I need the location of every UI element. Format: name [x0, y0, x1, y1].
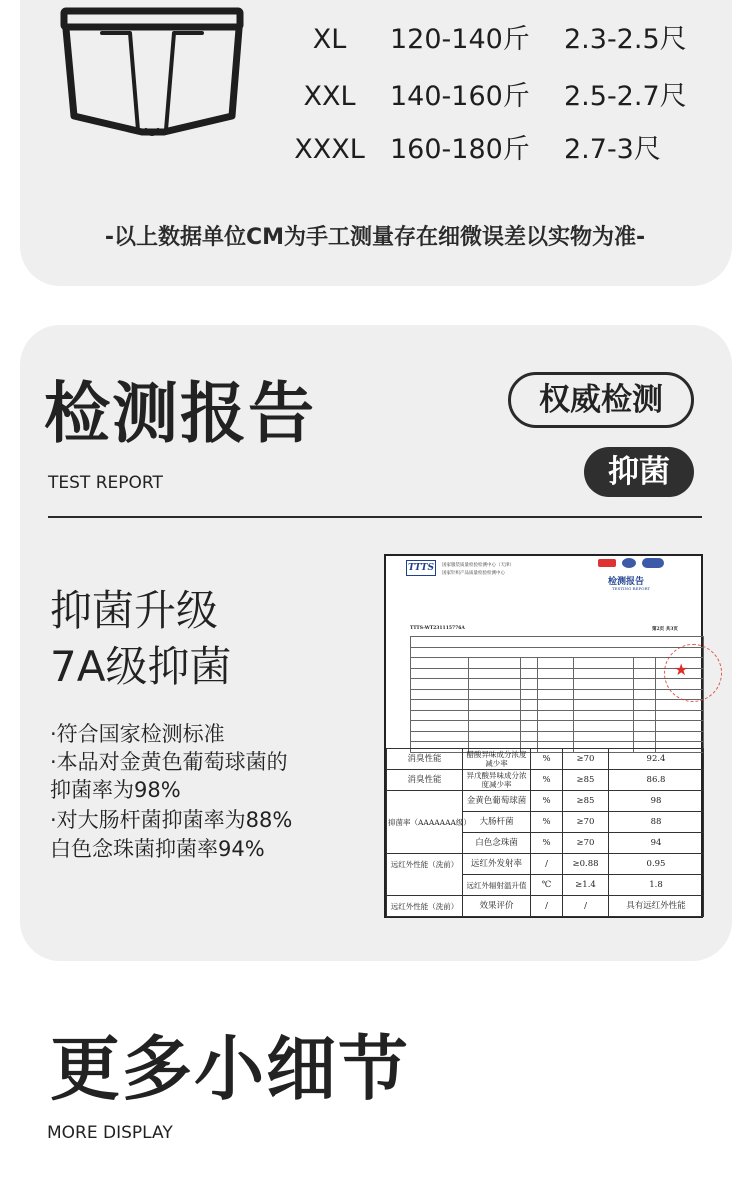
unit: /	[531, 896, 563, 917]
table-row	[387, 770, 704, 791]
unit: /	[531, 854, 563, 875]
feature-bullet: ·对大肠杆菌抑菌率为88%	[50, 808, 293, 832]
table-row	[387, 791, 704, 812]
feature-bullet: 抑菌率为98%	[50, 778, 181, 802]
feature-bullet: ·本品对金黄色葡萄球菌的	[50, 750, 288, 774]
unit: %	[531, 812, 563, 833]
size-row	[0, 128, 750, 172]
table-row	[387, 833, 704, 854]
result: 88	[609, 812, 704, 833]
waist-range: 2.5-2.7尺	[564, 81, 687, 112]
test-item: 远红外性能（洗前）	[387, 896, 463, 917]
weight-range: 120-140斤	[390, 24, 530, 55]
test-sub-item: 金黄色葡萄球菌	[463, 791, 531, 812]
ilac-mark-icon	[622, 558, 636, 568]
test-item: 抑菌率（AAAAAAA级）	[387, 812, 463, 833]
authority-test-badge: 权威检测	[508, 372, 694, 428]
section-subtitle: MORE DISPLAY	[47, 1123, 173, 1143]
section-title: 更多小细节	[50, 1028, 410, 1110]
size-label: XL	[312, 24, 347, 55]
antibacterial-badge: 抑菌	[584, 447, 694, 497]
red-stamp-icon	[664, 644, 722, 702]
test-sub-item: 白色念珠菌	[463, 833, 531, 854]
size-measurement-note: -以上数据单位CM为手工测量存在细微误差以实物为准-	[104, 225, 646, 250]
result: 具有远红外性能	[609, 896, 704, 917]
standard: ≥70	[563, 812, 609, 833]
institute-name: 国家服装质量检验检测中心（天津）	[442, 563, 514, 568]
section-subtitle: TEST REPORT	[48, 473, 163, 493]
test-item: 消臭性能	[387, 749, 463, 770]
divider	[48, 516, 702, 518]
size-label: XXXL	[294, 134, 365, 165]
antibacterial-results-table	[386, 748, 704, 917]
result: 86.8	[609, 770, 704, 791]
cma-mark-icon	[598, 559, 616, 567]
waist-range: 2.7-3尺	[564, 134, 661, 165]
size-row	[0, 75, 750, 119]
unit: %	[531, 770, 563, 791]
cnas-mark-icon	[642, 558, 664, 568]
test-sub-item: 异戊酸异味成分浓度减少率	[463, 770, 531, 791]
standard: /	[563, 896, 609, 917]
table-row	[387, 896, 704, 917]
document-title-en: TESTING REPORT	[612, 586, 651, 591]
standard: ≥70	[563, 749, 609, 770]
table-row	[387, 875, 704, 896]
test-item: 消臭性能	[387, 770, 463, 791]
feature-bullet: 白色念珠菌抑菌率94%	[50, 837, 265, 861]
standard: ≥85	[563, 791, 609, 812]
test-item	[387, 833, 463, 854]
result: 94	[609, 833, 704, 854]
report-number: TTTS-WT231115776A	[410, 626, 465, 631]
table-row	[387, 749, 704, 770]
size-label: XXL	[303, 81, 356, 112]
test-sub-item: 效果评价	[463, 896, 531, 917]
feature-heading: 抑菌升级	[50, 586, 219, 635]
test-item: 远红外性能（洗前）	[387, 854, 463, 875]
report-summary-table	[410, 636, 704, 753]
waist-range: 2.3-2.5尺	[564, 24, 687, 55]
unit: ℃	[531, 875, 563, 896]
weight-range: 140-160斤	[390, 81, 530, 112]
size-row	[0, 18, 750, 62]
result: 92.4	[609, 749, 704, 770]
unit: %	[531, 833, 563, 854]
cert-marks	[598, 558, 666, 568]
standard: ≥85	[563, 770, 609, 791]
section-title: 检测报告	[44, 375, 316, 452]
result: 98	[609, 791, 704, 812]
document-title: 检测报告	[608, 577, 645, 587]
test-sub-item: 醋酸异味成分浓度减少率	[463, 749, 531, 770]
test-report-document	[384, 554, 703, 918]
unit: %	[531, 749, 563, 770]
test-sub-item: 大肠杆菌	[463, 812, 531, 833]
test-item	[387, 791, 463, 812]
test-sub-item: 远红外辐射温升值	[463, 875, 531, 896]
standard: ≥70	[563, 833, 609, 854]
page-info: 第2页 共3页	[652, 627, 678, 632]
test-item	[387, 875, 463, 896]
star-icon: ★	[674, 660, 689, 679]
unit: %	[531, 791, 563, 812]
table-row	[387, 812, 704, 833]
standard: ≥0.88	[563, 854, 609, 875]
result: 1.8	[609, 875, 704, 896]
result: 0.95	[609, 854, 704, 875]
standard: ≥1.4	[563, 875, 609, 896]
feature-heading: 7A级抑菌	[50, 642, 232, 691]
institute-name: 国家针织产品质量检验检测中心	[442, 571, 505, 576]
table-row	[387, 854, 704, 875]
weight-range: 160-180斤	[390, 134, 530, 165]
feature-bullet: ·符合国家检测标准	[50, 722, 225, 746]
institute-logo: TTTS	[406, 560, 436, 576]
test-sub-item: 远红外发射率	[463, 854, 531, 875]
